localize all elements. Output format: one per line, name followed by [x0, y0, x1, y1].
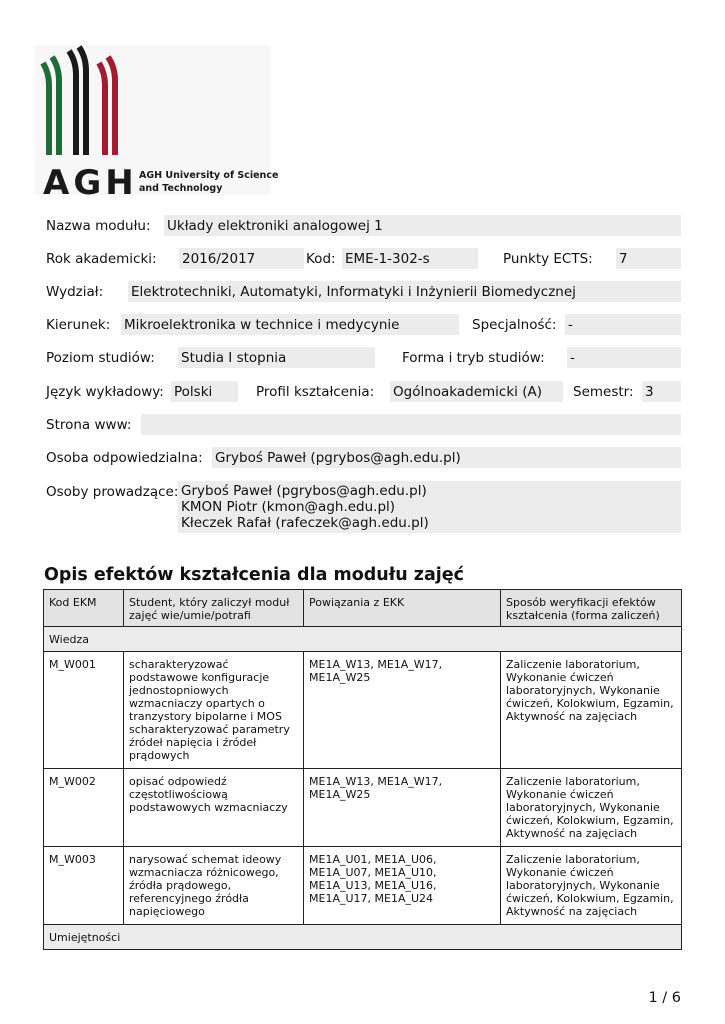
row-code: M_W002	[44, 769, 124, 847]
group-umiejetnosci: Umiejętności	[44, 925, 682, 950]
www-label: Strona www:	[46, 417, 132, 433]
teacher-item: Kłeczek Rafał (rafeczek@agh.edu.pl)	[181, 515, 429, 531]
row-verification: Zaliczenie laboratorium, Wykonanie ćwiczeń laboratoryjnych, Wykonanie ćwiczeń, Kolokwium, Egzamin, Aktywność na zajęciach	[501, 652, 682, 769]
faculty-label: Wydział:	[46, 284, 104, 300]
specialty-label: Specjalność:	[472, 317, 557, 333]
profile-label: Profil kształcenia:	[256, 384, 375, 400]
code-label: Kod:	[306, 251, 336, 267]
logo-name-line-1: AGH University of Science	[139, 170, 279, 181]
agh-logo-mark	[35, 45, 135, 160]
code-field: EME-1-302-s	[342, 248, 478, 269]
www-field	[141, 414, 681, 435]
header-description: Student, który zaliczył moduł zajęć wie/umie/potrafi	[124, 590, 304, 627]
page-number: 1 / 6	[648, 990, 681, 1006]
group-wiedza: Wiedza	[44, 627, 682, 652]
header-links: Powiązania z EKK	[304, 590, 501, 627]
logo-university-name	[139, 169, 278, 195]
study-form-field: -	[567, 347, 681, 368]
logo-letters: AGH	[43, 163, 138, 203]
ects-field: 7	[616, 248, 681, 269]
language-label: Język wykładowy:	[46, 384, 164, 400]
study-form-label: Forma i tryb studiów:	[402, 350, 545, 366]
field-of-study-label: Kierunek:	[46, 317, 111, 333]
semester-field: 3	[642, 381, 681, 402]
module-name-label: Nazwa modułu:	[46, 218, 151, 234]
logo-stripe-black-2	[79, 47, 86, 155]
row-description: narysować schemat ideowy wzmacniacza różnicowego, źródła prądowego, referencyjnego źródła napięciowego	[124, 847, 304, 925]
study-level-label: Poziom studiów:	[46, 350, 155, 366]
row-code: M_W003	[44, 847, 124, 925]
language-field: Polski	[171, 381, 238, 402]
learning-outcomes-table	[43, 589, 682, 950]
table-row	[44, 847, 682, 925]
field-of-study-field: Mikroelektronika w technice i medycynie	[121, 314, 459, 335]
faculty-field: Elektrotechniki, Automatyki, Informatyki i Inżynierii Biomedycznej	[128, 281, 681, 302]
ects-label: Punkty ECTS:	[503, 251, 593, 267]
row-verification: Zaliczenie laboratorium, Wykonanie ćwiczeń laboratoryjnych, Wykonanie ćwiczeń, Kolokwium, Egzamin, Aktywność na zajęciach	[501, 847, 682, 925]
row-verification: Zaliczenie laboratorium, Wykonanie ćwiczeń laboratoryjnych, Wykonanie ćwiczeń, Kolokwium, Egzamin, Aktywność na zajęciach	[501, 769, 682, 847]
header-code: Kod EKM	[44, 590, 124, 627]
logo-stripe-black-1	[69, 51, 76, 155]
teachers-field	[178, 481, 681, 533]
study-level-field: Studia I stopnia	[178, 347, 375, 368]
logo-stripe-red-2	[108, 57, 115, 155]
responsible-field: Gryboś Paweł (pgrybos@agh.edu.pl)	[212, 447, 681, 468]
responsible-label: Osoba odpowiedzialna:	[46, 450, 203, 466]
year-label: Rok akademicki:	[46, 251, 157, 267]
table-group-row	[44, 925, 682, 950]
logo-stripe-green-1	[43, 63, 49, 155]
logo-stripe-green-2	[52, 57, 59, 155]
year-field: 2016/2017	[179, 248, 304, 269]
specialty-field: -	[565, 314, 681, 335]
logo-name-line-2: and Technology	[139, 183, 223, 194]
teacher-item: Gryboś Paweł (pgrybos@agh.edu.pl)	[181, 483, 427, 499]
agh-logo	[35, 45, 279, 203]
table-header-row	[44, 590, 682, 627]
header-verification: Sposób weryfikacji efektów kształcenia (forma zaliczeń)	[501, 590, 682, 627]
table-group-row	[44, 627, 682, 652]
row-code: M_W001	[44, 652, 124, 769]
teachers-label: Osoby prowadzące:	[46, 484, 179, 500]
row-links: ME1A_W13, ME1A_W17, ME1A_W25	[304, 769, 501, 847]
teacher-item: KMON Piotr (kmon@agh.edu.pl)	[181, 499, 396, 515]
table-row	[44, 769, 682, 847]
table-row	[44, 652, 682, 769]
row-links: ME1A_U01, ME1A_U06, ME1A_U07, ME1A_U10, ME1A_U13, ME1A_U16, ME1A_U17, ME1A_U24	[304, 847, 501, 925]
row-description: opisać odpowiedź częstotliwościową podstawowych wzmacniaczy	[124, 769, 304, 847]
module-name-field: Układy elektroniki analogowej 1	[164, 215, 681, 236]
profile-field: Ogólnoakademicki (A)	[390, 381, 563, 402]
semester-label: Semestr:	[573, 384, 634, 400]
row-links: ME1A_W13, ME1A_W17, ME1A_W25	[304, 652, 501, 769]
logo-stripe-red-1	[99, 63, 105, 155]
row-description: scharakteryzować podstawowe konfiguracje jednostopniowych wzmacniaczy opartych o tranzystory bipolarne i MOS scharakteryzować parametry źródeł napięcia i źródeł prądowych	[124, 652, 304, 769]
section-title: Opis efektów kształcenia dla modułu zajęć	[44, 565, 465, 585]
